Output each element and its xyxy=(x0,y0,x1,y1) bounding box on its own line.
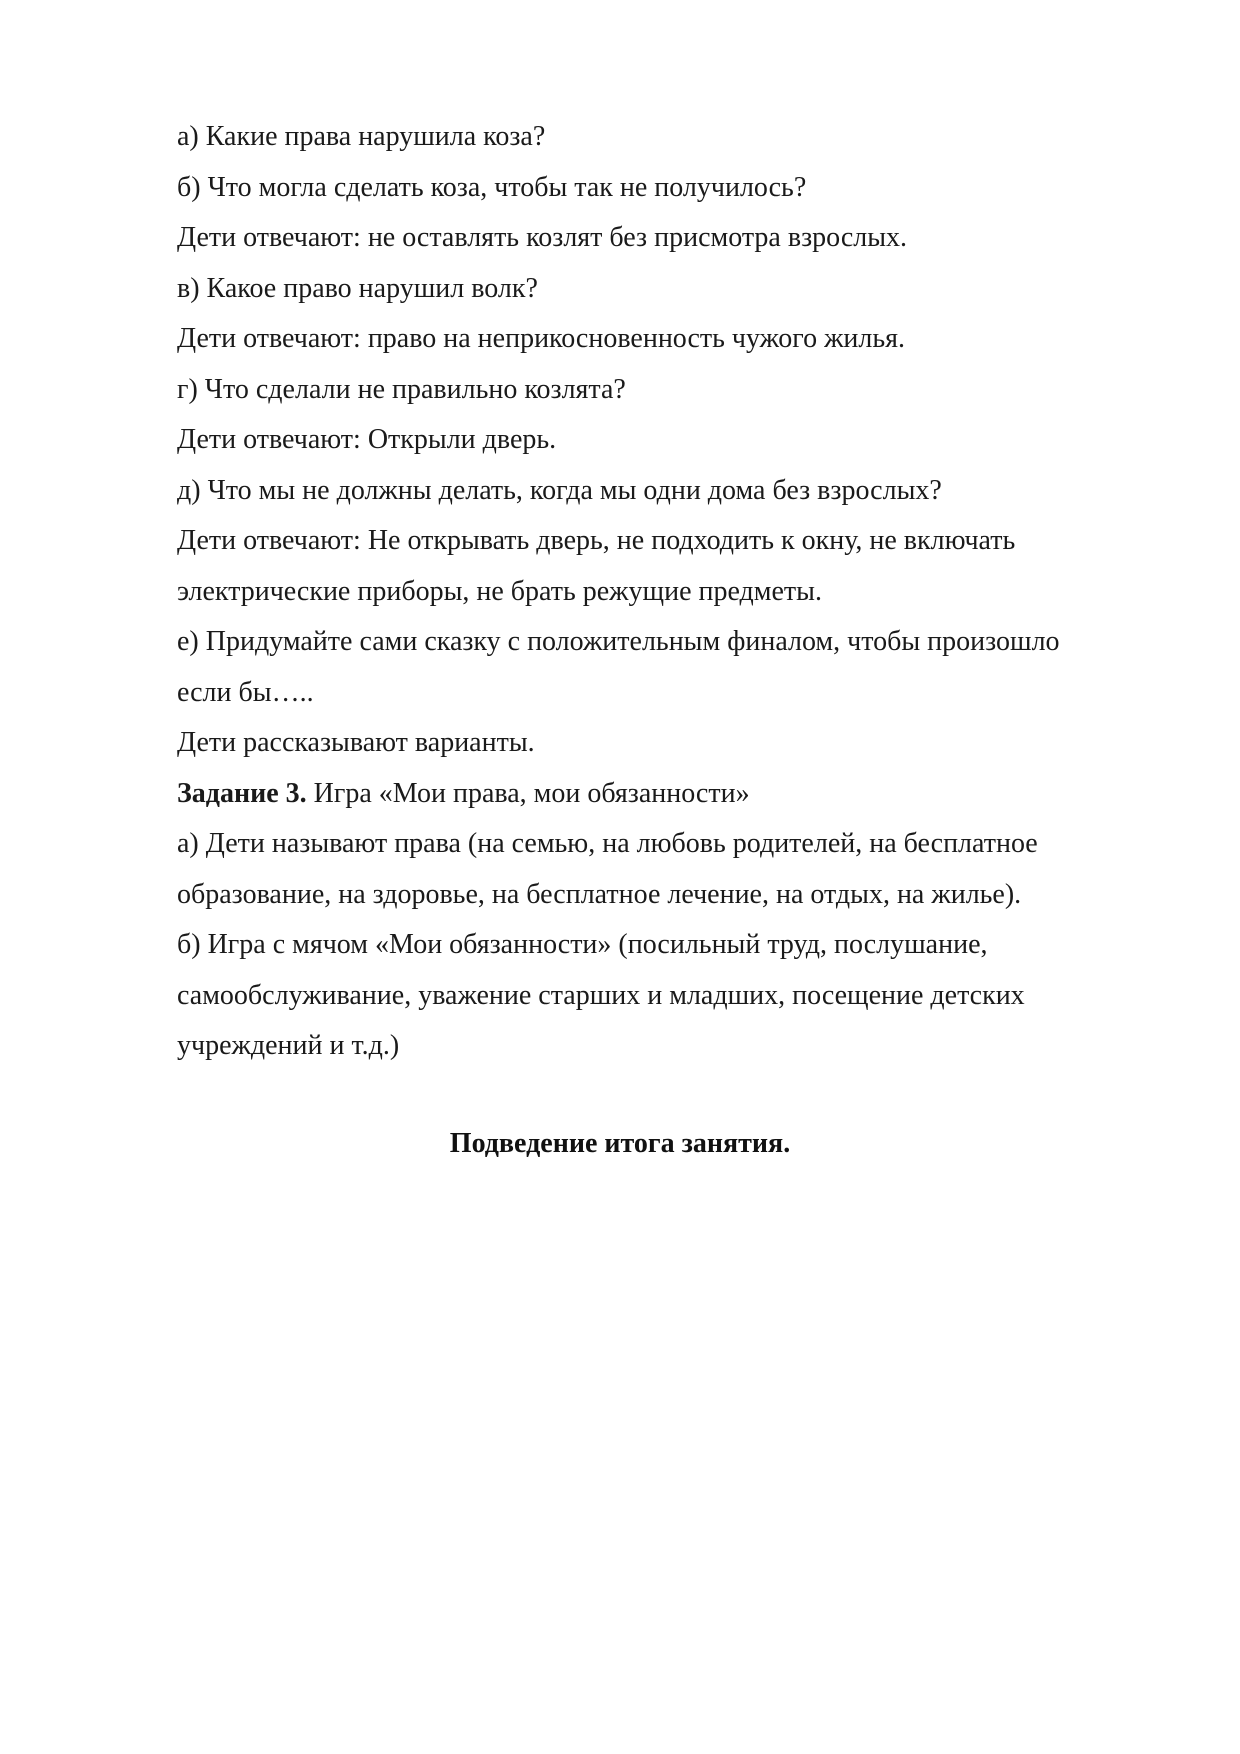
answer-g: Дети отвечают: Открыли дверь. xyxy=(177,424,557,455)
answer-d-line1: Дети отвечают: Не открывать дверь, не подходить к окну, не включать xyxy=(177,525,1016,556)
answer-d-line2: электрические приборы, не брать режущие предметы. xyxy=(177,575,822,607)
answer-e: Дети рассказывают варианты. xyxy=(177,727,535,758)
task-e-line1: е) Придумайте сами сказку с положительным финалом, чтобы произошло xyxy=(177,626,1060,657)
body-text xyxy=(177,112,1127,1072)
question-b: б) Что могла сделать коза, чтобы так не получилось? xyxy=(177,171,807,203)
answer-v: Дети отвечают: право на неприкосновенность чужого жилья. xyxy=(177,323,906,354)
question-a: а) Какие права нарушила коза? xyxy=(177,121,546,152)
task3-a-line2: образование, на здоровье, на бесплатное лечение, на отдых, на жилье). xyxy=(177,878,1022,910)
question-d: д) Что мы не должны делать, когда мы одни дома без взрослых? xyxy=(177,474,942,506)
question-v: в) Какое право нарушил волк? xyxy=(177,272,538,304)
task3-heading xyxy=(177,769,1127,820)
task3-b-line3: учреждений и т.д.) xyxy=(177,1030,400,1061)
task3-label: Задание 3. xyxy=(177,777,307,809)
question-g: г) Что сделали не правильно козлята? xyxy=(177,373,626,405)
answer-b: Дети отвечают: не оставлять козлят без присмотра взрослых. xyxy=(177,222,908,253)
task3-a-line1: а) Дети называют права (на семью, на любовь родителей, на бесплатное xyxy=(177,828,1038,859)
summary-title: Подведение итога занятия. xyxy=(449,1128,791,1159)
task-e-line2: если бы….. xyxy=(177,676,314,708)
task3-b-line1: б) Игра с мячом «Мои обязанности» (посильный труд, послушание, xyxy=(177,929,988,960)
task3-b-line2: самообслуживание, уважение старших и младших, посещение детских xyxy=(177,979,1025,1011)
task3-text: Игра «Мои права, мои обязанности» xyxy=(306,777,750,809)
